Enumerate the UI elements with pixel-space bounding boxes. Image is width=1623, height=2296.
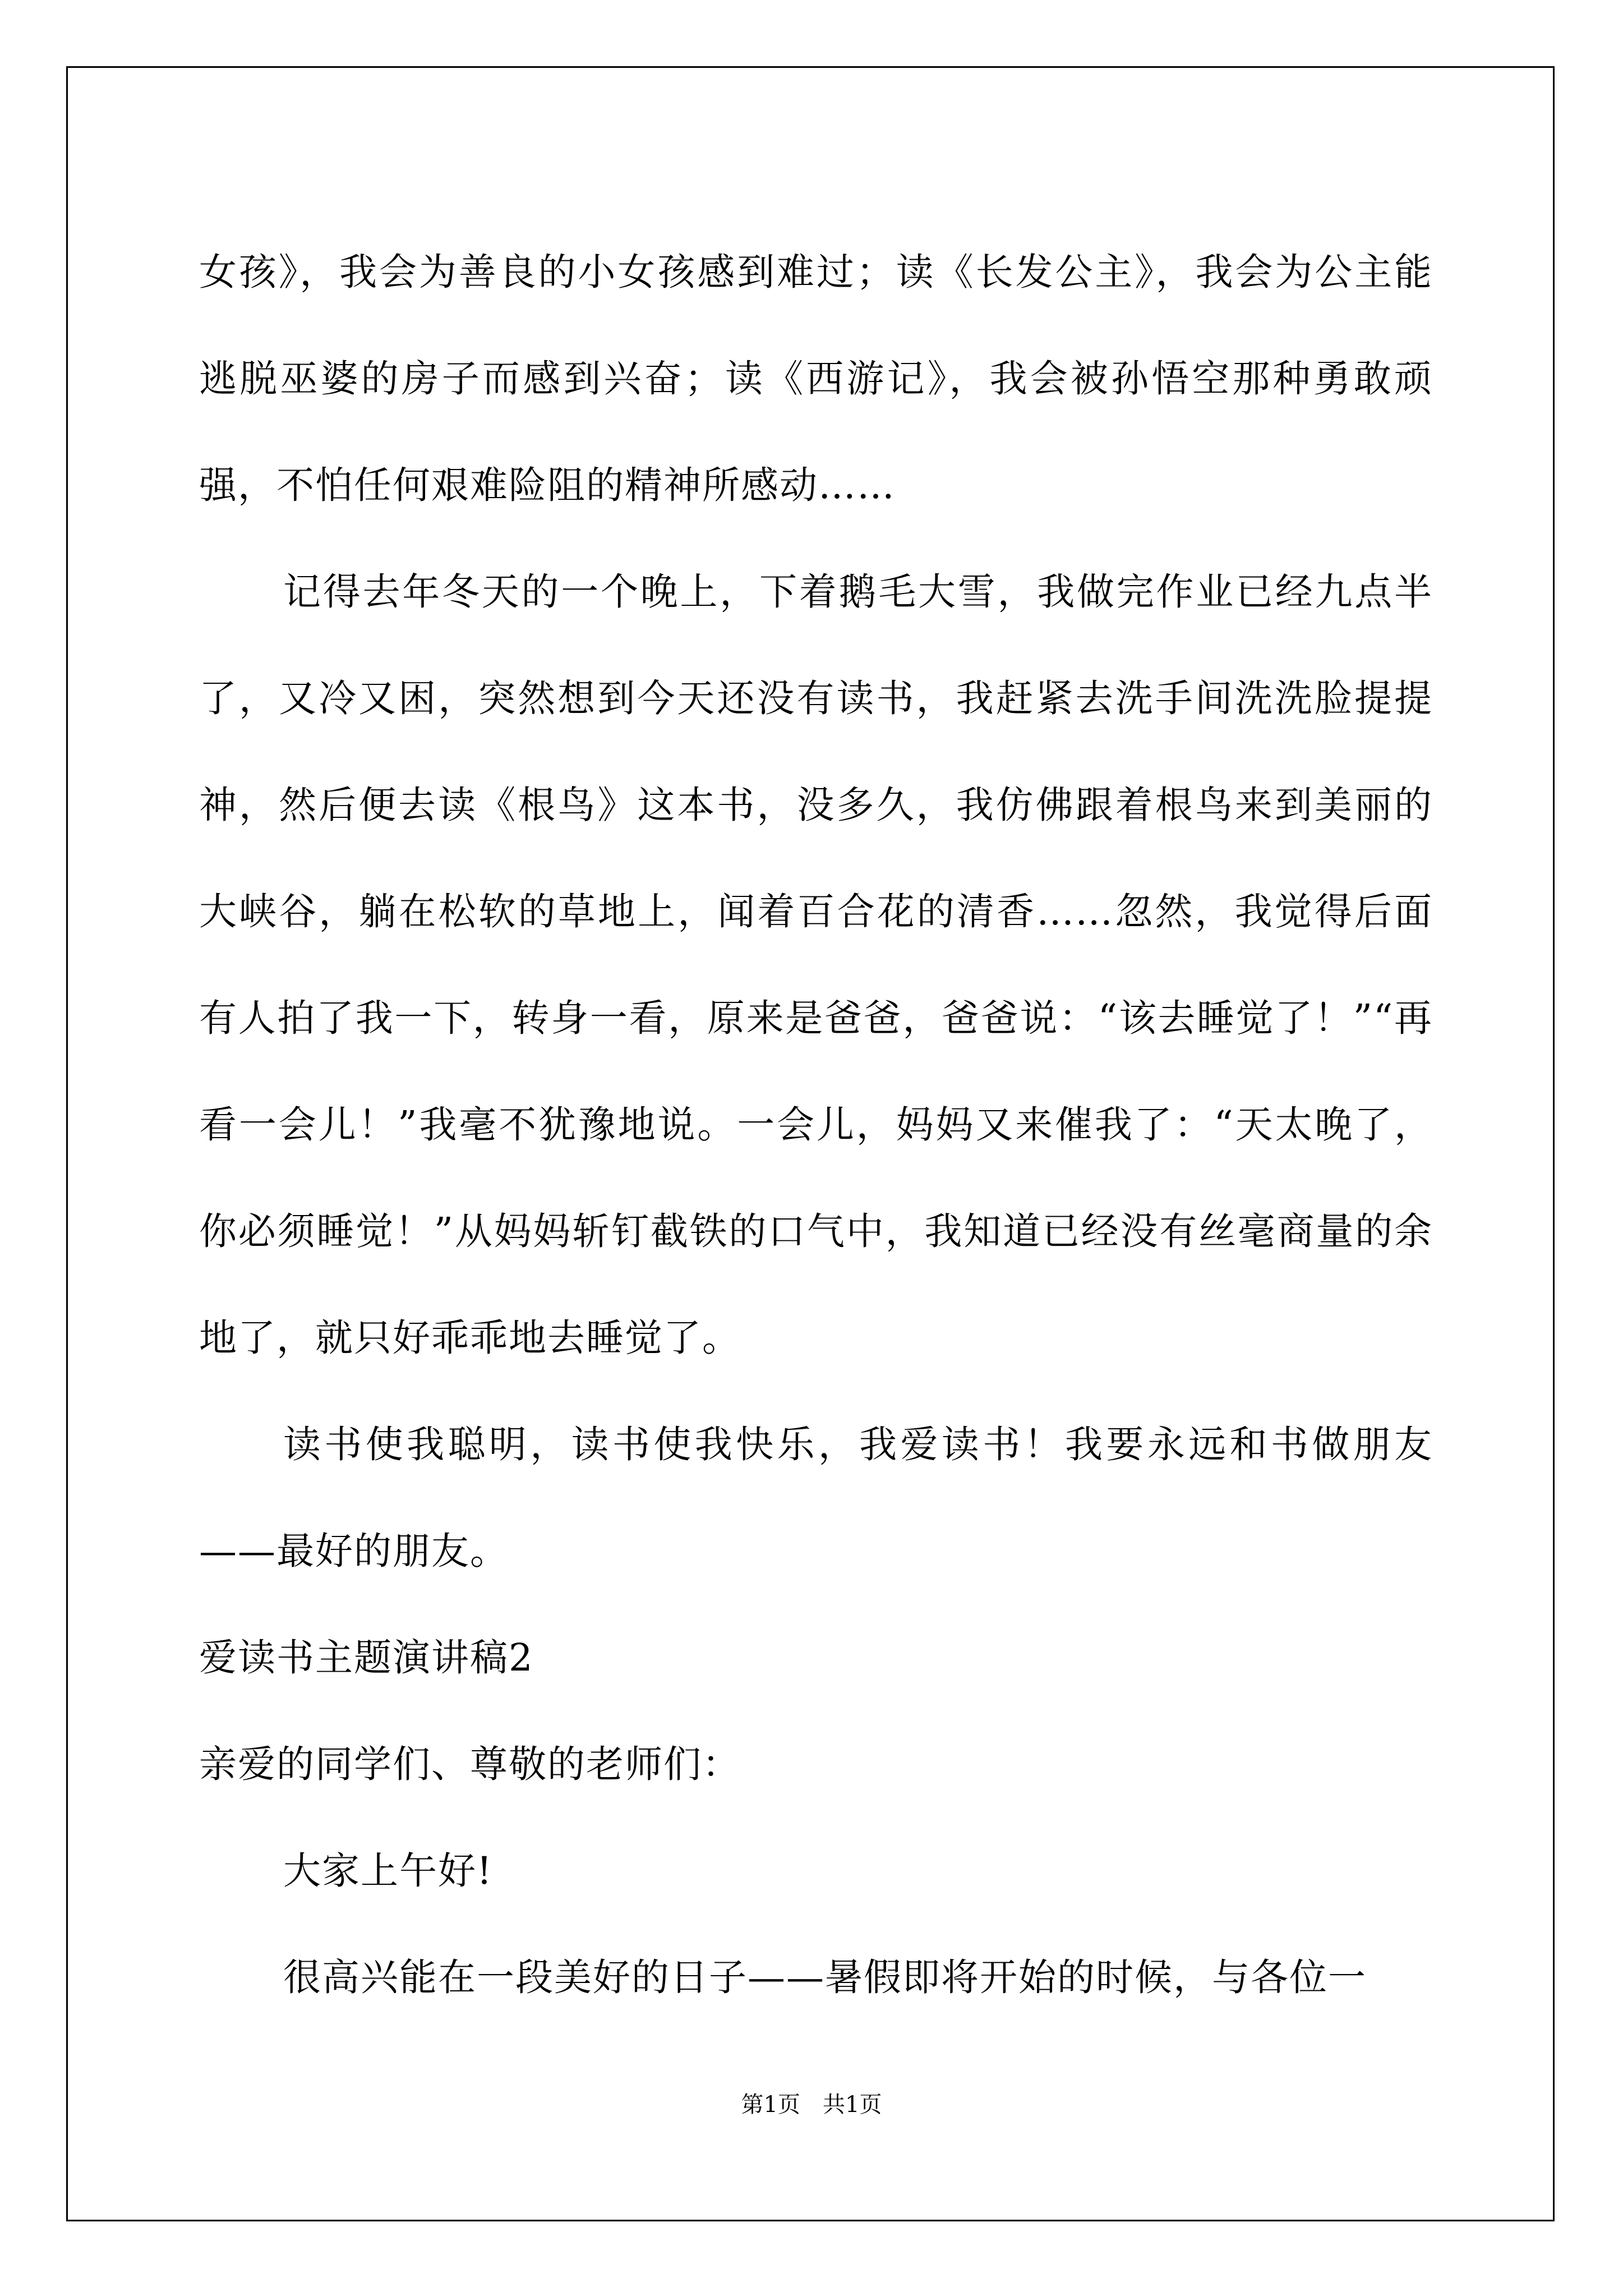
paragraph-3: 读书使我聪明，读书使我快乐，我爱读书！我要永远和书做朋友——最好的朋友。 <box>199 1423 1433 1573</box>
salutation: 亲爱的同学们、尊敬的老师们： <box>199 1742 741 1786</box>
paragraph-4: 很高兴能在一段美好的日子——暑假即将开始的时候，与各位一 <box>283 1955 1367 1999</box>
paragraph-1: 女孩》，我会为善良的小女孩感到难过；读《长发公主》，我会为公主能逃脱巫婆的房子而感到兴奋；读《西游记》，我会被孙悟空那种勇敢顽强，不怕任何艰难险阻的精神所感动…… <box>199 250 1433 507</box>
page-number-footer: 第1页 共1页 <box>741 2092 882 2118</box>
document-body <box>199 219 1433 2031</box>
section-title: 爱读书主题演讲稿2 <box>199 1636 534 1680</box>
greeting: 大家上午好! <box>283 1849 493 1893</box>
paragraph-2: 记得去年冬天的一个晚上，下着鹅毛大雪，我做完作业已经九点半了，又冷又困，突然想到今天还没有读书，我赶紧去洗手间洗洗脸提提神，然后便去读《根鸟》这本书，没多久，我仿佛跟着根鸟来到美丽的大峡谷，躺在松软的草地上，闻着百合花的清香……忽然，我觉得后面有人拍了我一下，转身一看，原来是爸爸，爸爸说：“该去睡觉了！”“再看一会儿！”我毫不犹豫地说。一会儿，妈妈又来催我了：“天太晚了，你必须睡觉！”从妈妈斩钉截铁的口气中，我知道已经没有丝毫商量的余地了，就只好乖乖地去睡觉了。 <box>199 570 1433 1360</box>
